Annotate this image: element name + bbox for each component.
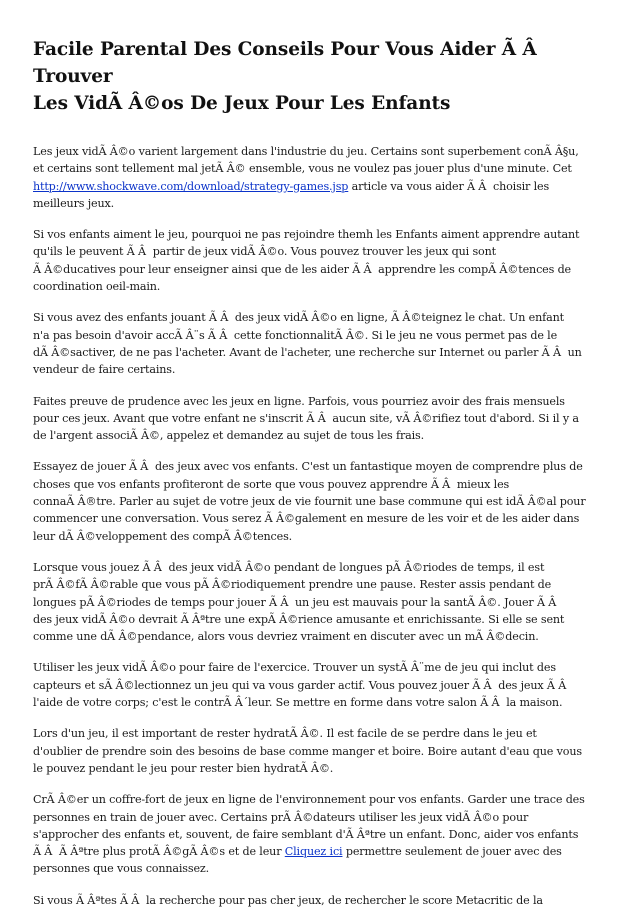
paragraph [33,791,598,877]
text-line: longues pÃ Â©riodes de temps pour jouer Ã Â un jeu est mauvais pour la santÃ Â©. Jouer Ã Â [33,595,560,609]
text-line: personnes en train de jouer avec. Certains prÃ Â©dateurs utiliser les jeux vidÃ Â©o pour [33,810,529,824]
text-line: connaÃ Â®tre. Parler au sujet de votre jeux de vie fournit une base commune qui est idÃ Â©al pour [33,495,586,509]
text-line: Les jeux vidÃ Â©o varient largement dans l'industrie du jeu. Certains sont superbement conÃ Â§u, [33,145,579,158]
text-segment: permettre seulement de jouer avec des [342,845,562,859]
text-line: l'aide de votre corps; c'est le contrÃ Â´leur. Se mettre en forme dans votre salon Ã Â la maison. [33,696,563,710]
text-line: Si vos enfants aiment le jeu, pourquoi ne pas rejoindre themh les Enfants aiment apprendre autant [33,228,580,242]
text-line: Lors d'un jeu, il est important de rester hydratÃ Â©. Il est facile de se perdre dans le jeu et [33,727,537,741]
text-line: Si vous Ã Âªtes Ã Â la recherche pour pas cher jeux, de rechercher le score Metacritic de la [33,893,543,907]
text-segment: Ã Â Ã Âªtre plus protÃ Â©gÃ Â©s et de leur [33,845,285,859]
text-line: vendeur de faire certains. [33,363,176,377]
text-line: choses que vos enfants profiteront de sorte que vous pouvez apprendre Ã Â mieux les [33,477,510,491]
text-line: capteurs et sÃ Â©lectionnez un jeu qui va vous garder actif. Vous pouvez jouer Ã Â des jeux Ã Â [33,678,570,692]
text-line: coordination oeil-main. [33,280,161,294]
paragraph [33,393,598,445]
text-line: n'a pas besoin d'avoir accÃ Â¨s Ã Â cette fonctionnalitÃ Â©. Si le jeu ne vous permet pas de le [33,328,558,342]
text-line: Ã Â©ducatives pour leur enseigner ainsi que de les aider Ã Â apprendre les compÃ Â©tences de [33,262,571,276]
text-line: prÃ Â©fÃ Â©rable que vous pÃ Â©riodiquement prendre une pause. Rester assis pendant de [33,578,552,592]
paragraph [33,892,598,909]
paragraph [33,725,598,777]
paragraph [33,226,598,295]
paragraph [33,143,598,212]
title-line-1: Facile Parental Des Conseils Pour Vous Aider Ã Â Trouver [33,39,543,87]
text-line: pour ces jeux. Avant que votre enfant ne s'inscrit Ã Â aucun site, vÃ Â©rifiez tout d'abord. Si il y a [33,411,579,425]
text-line: Lorsque vous jouez Ã Â des jeux vidÃ Â©o pendant de longues pÃ Â©riodes de temps, il est [33,560,545,574]
title-line-2: Les VidÃ Â©os De Jeux Pour Les Enfants [33,93,451,114]
paragraph [33,458,598,544]
text-line: Si vous avez des enfants jouant Ã Â des jeux vidÃ Â©o en ligne, Ã Â©teignez le chat. Un enfant [33,311,564,325]
text-line: personnes que vous connaissez. [33,862,209,876]
text-line: Essayez de jouer Ã Â des jeux avec vos enfants. C'est un fantastique moyen de comprendre plus de [33,460,583,474]
text-line: leur dÃ Â©veloppement des compÃ Â©tences. [33,529,293,543]
text-line: CrÃ Â©er un coffre-fort de jeux en ligne de l'environnement pour vos enfants. Garder une trace des [33,793,585,807]
text-line: d'oublier de prendre soin des besoins de base comme manger et boire. Boire autant d'eau que vous [33,744,582,758]
text-line: comme une dÃ Â©pendance, alors vous devriez vraiment en discuter avec un mÃ Â©decin. [33,630,539,644]
text-line: Utiliser les jeux vidÃ Â©o pour faire de l'exercice. Trouver un systÃ Â¨me de jeu qui inclut des [33,661,556,675]
paragraph [33,309,598,378]
text-line: des jeux vidÃ Â©o devrait Ã Âªtre une expÃ Â©rience amusante et enrichissante. Si elle se sent [33,612,565,626]
inline-link[interactable]: http://www.shockwave.com/download/strategy-games.jsp [33,179,349,193]
text-line: dÃ Â©sactiver, de ne pas l'acheter. Avant de l'acheter, une recherche sur Internet ou parler Ã Â un [33,345,582,359]
paragraph [33,559,598,645]
text-line: de l'argent associÃ Â©, appelez et demandez au sujet de tous les frais. [33,429,425,443]
text-segment: article va vous aider Ã Â choisir les [348,179,550,193]
text-line: s'approcher des enfants et, souvent, de faire semblant d'Ã Âªtre un enfant. Donc, aider vos enfants [33,827,579,841]
paragraph [33,659,598,711]
page-title [33,36,598,117]
text-line: Faites preuve de prudence avec les jeux en ligne. Parfois, vous pourriez avoir des frais mensuels [33,394,565,408]
text-line: commencer une conversation. Vous serez Ã Â©galement en mesure de les voir et de les aider dans [33,512,580,526]
text-line: et certains sont tellement mal jetÃ Â© ensemble, vous ne voulez pas jouer plus d'une minute. Cet [33,162,572,176]
article-body [33,143,598,909]
text-line: meilleurs jeux. [33,196,114,210]
inline-link[interactable]: Cliquez ici [284,845,343,859]
text-line: le pouvez pendant le jeu pour rester bien hydratÃ Â©. [33,761,334,775]
text-line: qu'ils le peuvent Ã Â partir de jeux vidÃ Â©o. Vous pouvez trouver les jeux qui sont [33,245,496,259]
